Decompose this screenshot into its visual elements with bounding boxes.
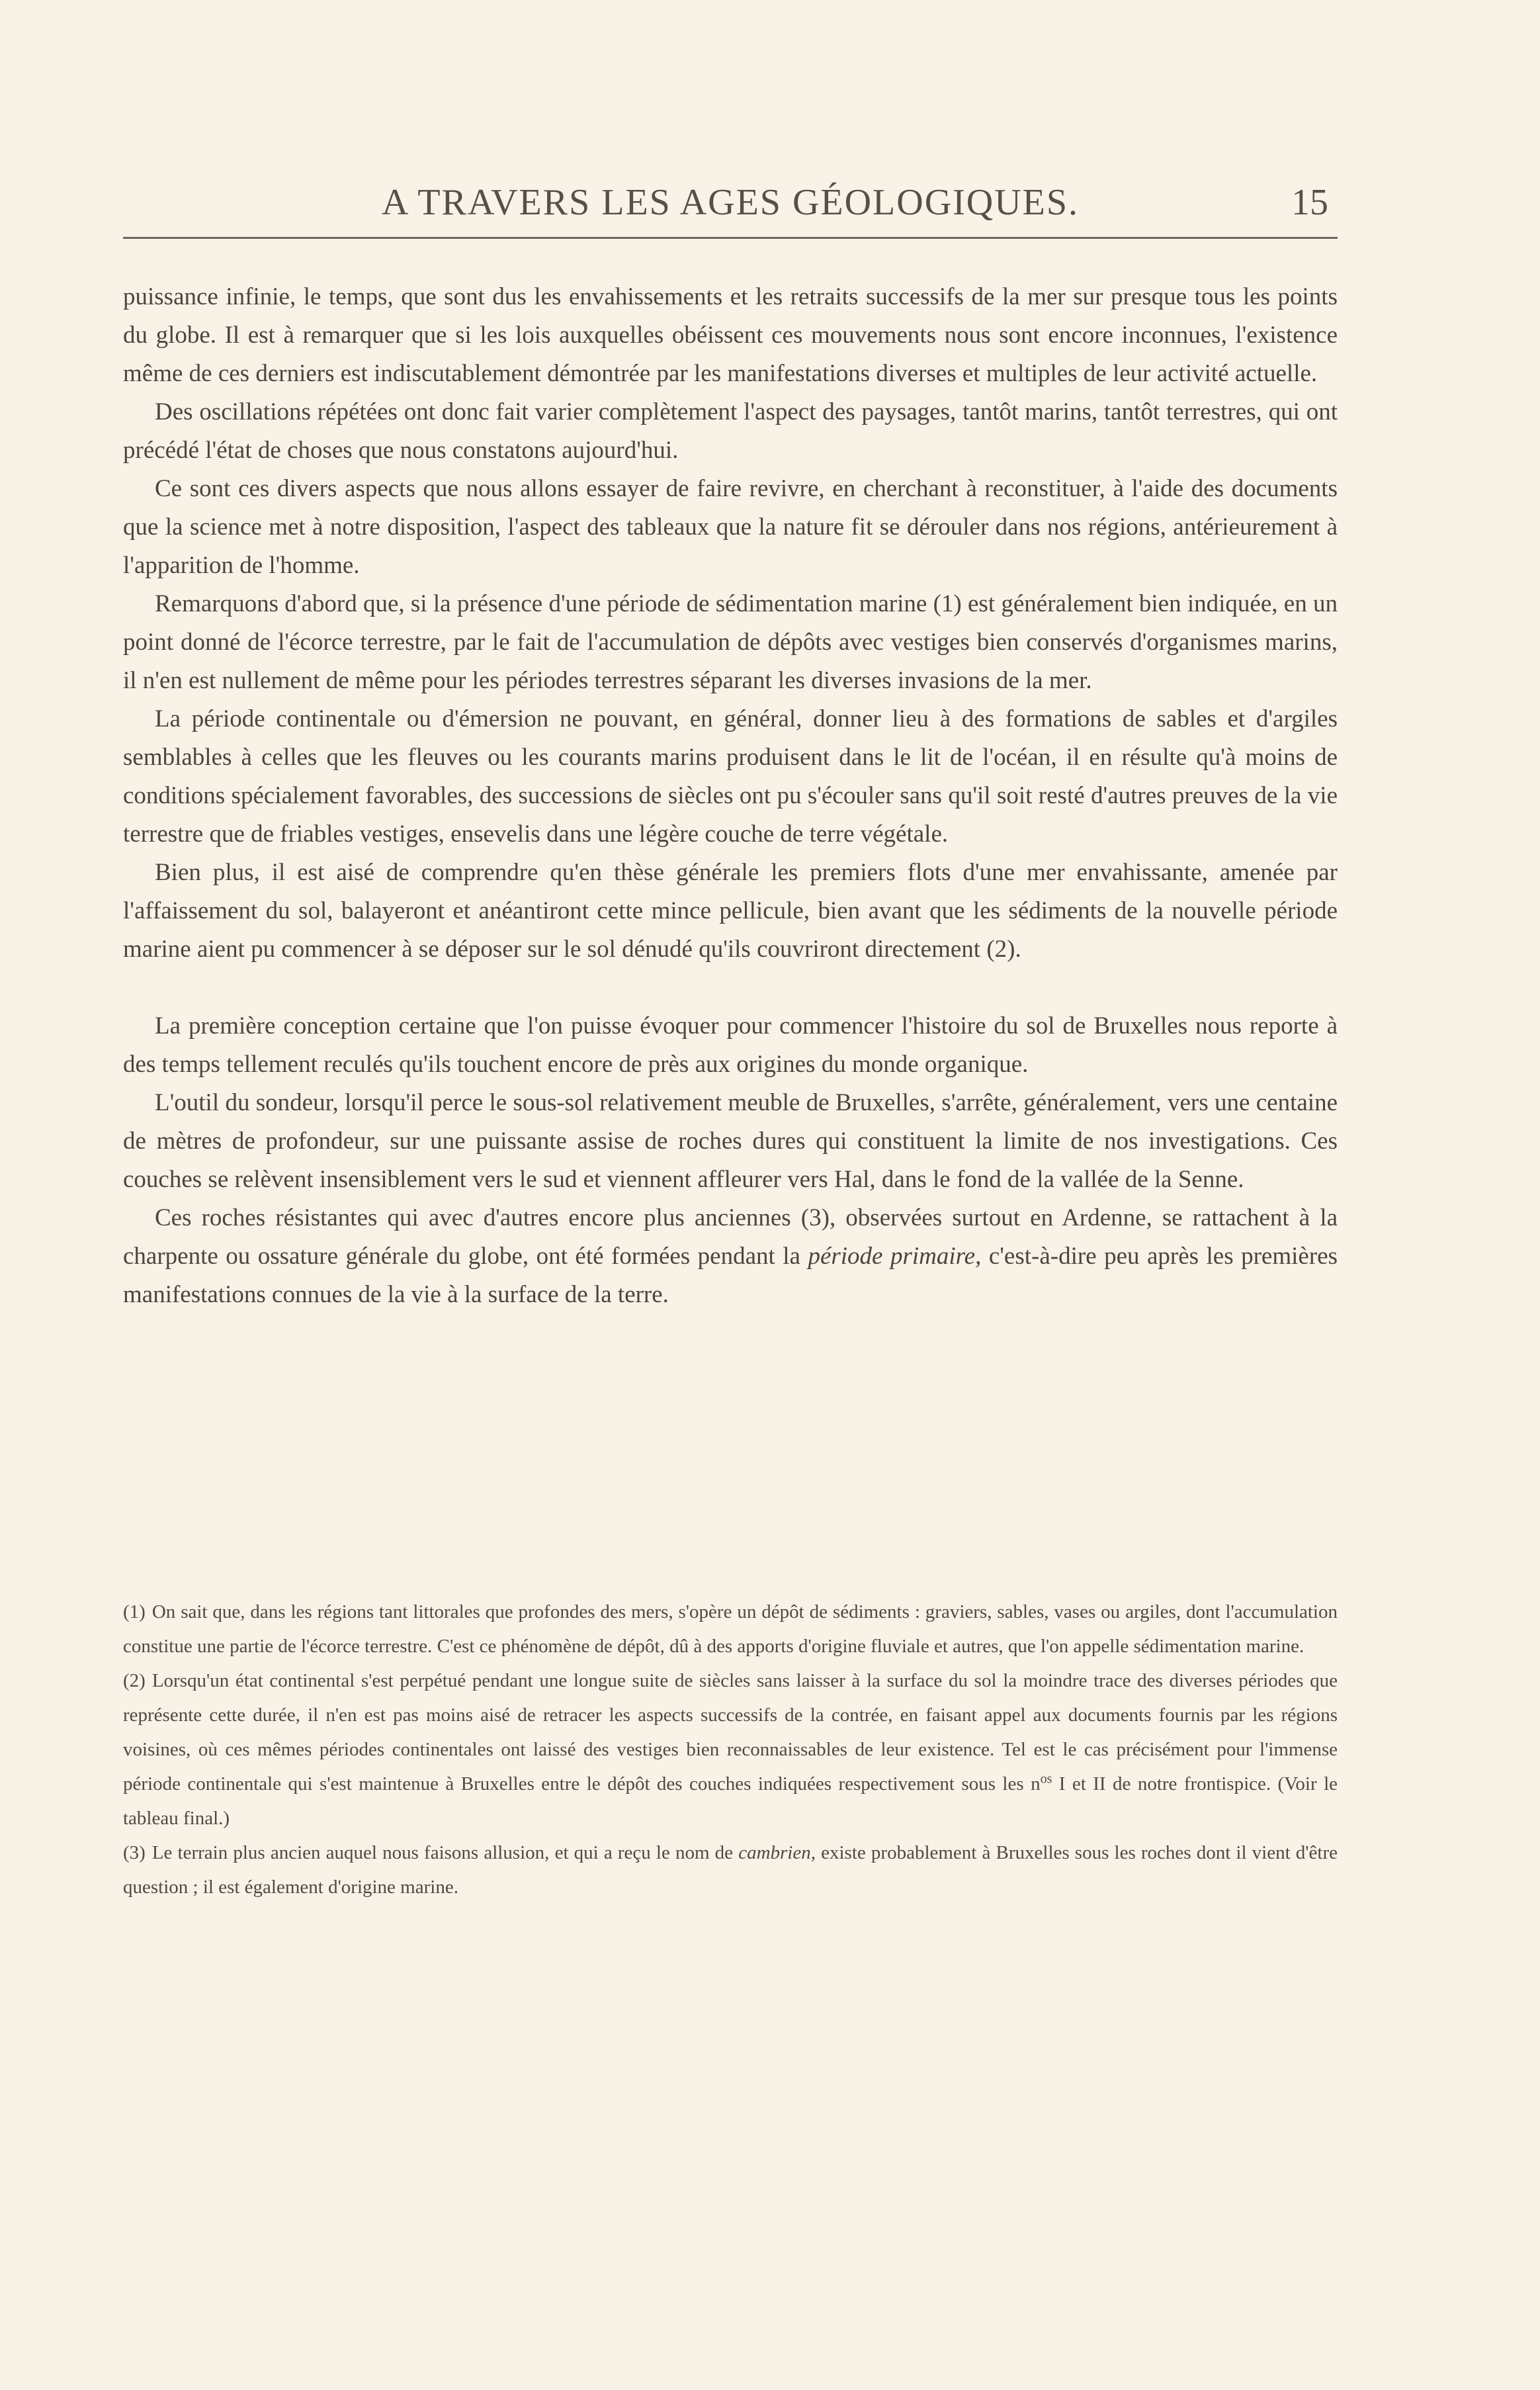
footnote-text: I et II de notre frontispice. (Voir le tableau final.): [123, 1773, 1338, 1829]
footnote-text: Le terrain plus ancien auquel nous faisons allusion, et qui a reçu le nom de: [151, 1842, 739, 1863]
paragraph-last: [123, 1199, 1338, 1314]
text-run: Ces roches résistantes qui avec d'autres encore plus anciennes (3), observées surtout en Ardenne, se rattachent à la charpente ou ossature générale du globe, ont été formées pendant la: [123, 1204, 1338, 1270]
paragraph: Ce sont ces divers aspects que nous allons essayer de faire revivre, en cherchant à reconstituer, à l'aide des documents que la science met à notre disposition, l'aspect des tableaux que la nature fit se dérouler dans nos régions, antérieurement à l'apparition de l'homme.: [123, 475, 1338, 579]
emphasis-term: cambrien,: [738, 1842, 816, 1863]
paragraph: Remarquons d'abord que, si la présence d'une période de sédimentation marine (1) est généralement bien indiquée, en un point donné de l'écorce terrestre, par le fait de l'accumulation de dépôts avec vestiges bien conservés d'organismes marins, il n'en est nullement de même pour les périodes terrestres séparant les diverses invasions de la mer.: [123, 590, 1338, 694]
paragraph: puissance infinie, le temps, que sont dus les envahissements et les retraits successifs de la mer sur presque tous les points du globe. Il est à remarquer que si les lois auxquelles obéissent ces mouvements nous sont encore inconnues, l'existence même de ces derniers est indiscutablement démontrée par les manifestations diverses et multiples de leur activité actuelle.: [123, 283, 1338, 387]
footnote-number: (1): [123, 1601, 146, 1622]
running-title: A TRAVERS LES AGES GÉOLOGIQUES.: [381, 182, 1080, 223]
page-number: 15: [1291, 182, 1328, 223]
footnote-number: (3): [123, 1842, 146, 1863]
footnote-text: Lorsqu'un état continental s'est perpétué pendant une longue suite de siècles sans laisser à la surface du sol la moindre trace des diverses périodes que représente cette durée, il n'en est pas moins aisé de retracer les aspects successifs de la contrée, en faisant appel aux documents fournis par les régions voisines, où ces mêmes périodes continentales ont laissé des vestiges bien reconnaissables de leur existence. Tel est le cas précisément pour l'immense période continentale qui s'est maintenue à Bruxelles entre le dépôt des couches indiquées respectivement sous les n: [123, 1670, 1338, 1794]
footnote-2: [123, 1663, 1338, 1836]
footnote-text: existe probablement à Bruxelles sous les roches dont il vient d'être question ; il est également d'origine marine.: [123, 1842, 1338, 1898]
paragraph: Bien plus, il est aisé de comprendre qu'en thèse générale les premiers flots d'une mer envahissante, amenée par l'affaissement du sol, balayeront et anéantiront cette mince pellicule, bien avant que les sédiments de la nouvelle période marine aient pu commencer à se déposer sur le sol dénudé qu'ils couvriront directement (2).: [123, 859, 1338, 963]
paragraph: La période continentale ou d'émersion ne pouvant, en général, donner lieu à des formations de sables et d'argiles semblables à celles que les fleuves ou les courants marins produisent dans le lit de l'océan, il en résulte qu'à moins de conditions spécialement favorables, des successions de siècles ont pu s'écouler sans qu'il soit resté d'autres preuves de la vie terrestre que de friables vestiges, ensevelis dans une légère couche de terre végétale.: [123, 705, 1338, 848]
paragraph: La première conception certaine que l'on puisse évoquer pour commencer l'histoire du sol de Bruxelles nous reporte à des temps tellement reculés qu'ils touchent encore de près aux origines du monde organique.: [123, 1012, 1338, 1078]
text-run: c'est-à-dire peu après les premières manifestations connues de la vie à la surface de la terre.: [123, 1243, 1338, 1308]
paragraph: L'outil du sondeur, lorsqu'il perce le sous-sol relativement meuble de Bruxelles, s'arrête, généralement, vers une centaine de mètres de profondeur, sur une puissante assise de roches dures qui constituent la limite de nos investigations. Ces couches se relèvent insensiblement vers le sud et viennent affleurer vers Hal, dans le fond de la vallée de la Senne.: [123, 1089, 1338, 1193]
footnote-number: (2): [123, 1670, 146, 1691]
footnote-text: On sait que, dans les régions tant littorales que profondes des mers, s'opère un dépôt de sédiments : graviers, sables, vases ou argiles, dont l'accumulation constitue une partie de l'écorce terrestre. C'est ce phénomène de dépôt, dû à des apports d'origine fluviale et autres, que l'on appelle sédimentation marine.: [123, 1601, 1338, 1657]
footnotes: [123, 1595, 1338, 1904]
superscript: os: [1040, 1771, 1052, 1787]
section-gap: [123, 969, 1338, 1007]
footnote-1: [123, 1595, 1338, 1663]
main-text: [123, 278, 1338, 1314]
footnote-3: [123, 1836, 1338, 1904]
page-header: [123, 177, 1338, 239]
emphasis-term: période primaire,: [808, 1243, 982, 1270]
paragraph: Des oscillations répétées ont donc fait varier complètement l'aspect des paysages, tantôt marins, tantôt terrestres, qui ont précédé l'état de choses que nous constatons aujourd'hui.: [123, 398, 1338, 464]
